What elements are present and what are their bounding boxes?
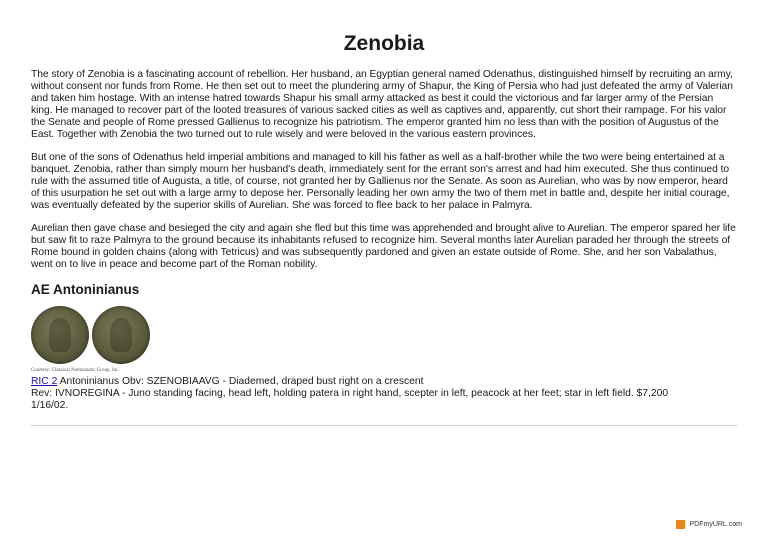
ric-link[interactable]: RIC 2: [31, 376, 58, 387]
coin-caption: [31, 376, 737, 412]
divider: [31, 425, 737, 426]
coin-obverse-image: [31, 306, 89, 364]
pdfmyurl-logo-icon: [676, 520, 685, 529]
page-title: Zenobia: [343, 32, 425, 55]
paragraph-3: Aurelian then gave chase and besieged the city and again she fled but this time was apprehended and brought alive to Aurelian. The emperor spared her life but saw fit to raze Palmyra to the ground because its inhabitants refused to recognize him. Several months later Aurelian paraded her through the streets of Rome bound in golden chains (along with Tetricus) and was subsequently pardoned and given an estate outside of Rome. She, and her son Vabalathus, went on to live in peace and become part of the Roman nobility.: [31, 223, 736, 270]
caption-line-1: Antoninianus Obv: SZENOBIAAVG - Diademed, draped bust right on a crescent: [57, 376, 424, 387]
document-page: [31, 28, 737, 426]
section-heading: AE Antoninianus: [31, 282, 140, 297]
paragraph-1: The story of Zenobia is a fascinating account of rebellion. Her husband, an Egyptian general named Odenathus, distinguished himself by recruiting an army, without consent nor funds from Rome. He then set out to meet the plundering army of Shapur, the King of Persia who had just defeated the army of Valerian and taken him hostage. With an intense hatred towards Shapur his small army attacked as best it could the victorious and far larger army of the Persian king. He managed to recover part of the looted treasures of various sacked cities as well as captives and, apparently, cut short their rampage. For his valor the Senate and people of Rome pressed Gallienus to recognize his patriotism. The emperor granted him no less than with the position of Augustus of the East. Together with Zenobia the two turned out to rule wisely and were beloved in the various eastern provinces.: [31, 69, 733, 140]
paragraph-2: But one of the sons of Odenathus held imperial ambitions and managed to kill his father as well as a half-brother while the two were being entertained at a banquet. Zenobia, rather than simply mourn her husband's death, immediately sent for the errant son's arrest and had him executed. She thus continued to rule with the assumed title of Augusta, a title, of course, not granted her by Gallienus nor the Senate. As soon as Aurelian, who was by now emperor, heard of this usurpation he set out with a large army to depose her. Personally leading her own army the two of them met in battle and, despite her initial courage, was eventually defeated by the superior skills of Aurelian. She was forced to flee back to her palace in Palmyra.: [31, 152, 730, 211]
footer-text: PDFmyURL.com: [689, 521, 742, 528]
caption-line-3: 1/16/02.: [31, 400, 69, 411]
coin-images: [31, 306, 737, 368]
image-credit: Courtesy: Classical Numismatic Group, Inc.: [31, 368, 120, 373]
caption-line-2: Rev: IVNOREGINA - Juno standing facing, head left, holding patera in right hand, scepter in left, peacock at her feet; star in left field. $7,200: [31, 388, 669, 399]
coin-reverse-image: [92, 306, 150, 364]
footer[interactable]: [676, 520, 742, 529]
